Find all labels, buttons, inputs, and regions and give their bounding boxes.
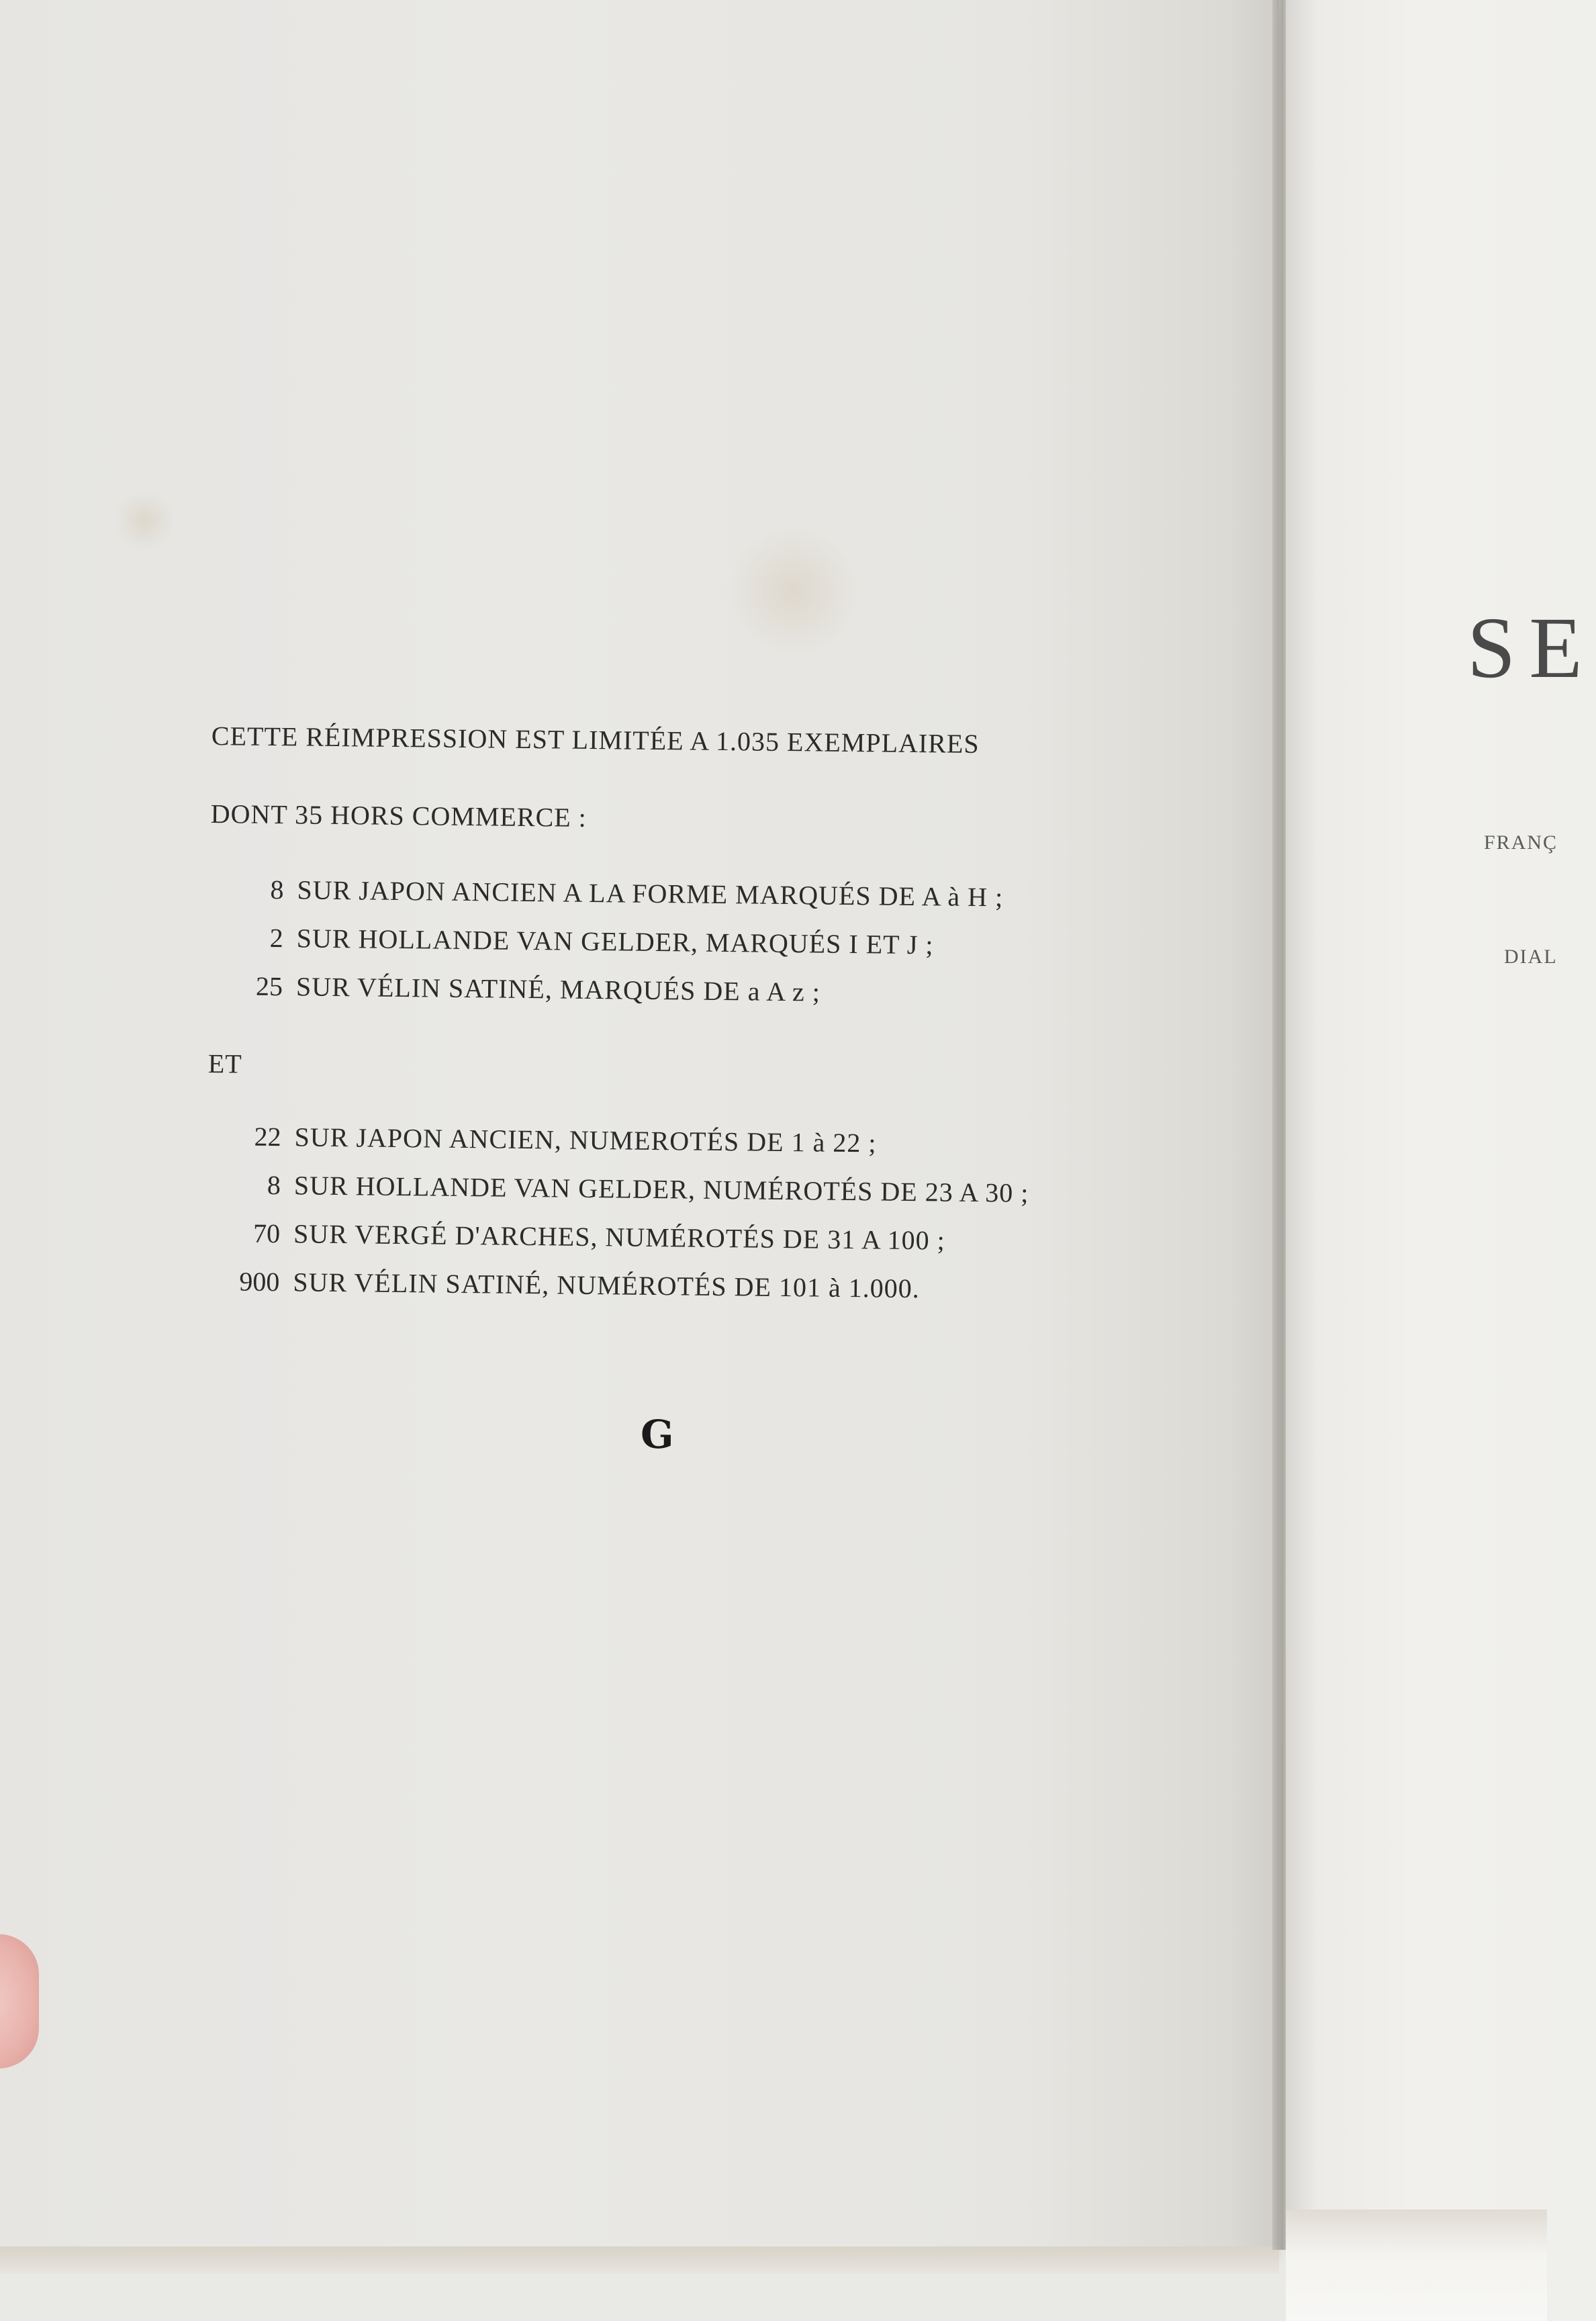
copy-description: SUR HOLLANDE VAN GELDER, NUMÉROTÉS DE 23 A 30 ;: [293, 1170, 1029, 1208]
copy-description: SUR JAPON ANCIEN, NUMEROTÉS DE 1 à 22 ;: [294, 1122, 877, 1158]
right-page-bottom: [1286, 2210, 1547, 2321]
copy-description: SUR VERGÉ D'ARCHES, NUMÉROTÉS DE 31 A 100 ;: [293, 1218, 946, 1256]
copy-count: 70: [252, 1218, 281, 1249]
colophon-heading-line2: DONT 35 HORS COMMERCE :: [210, 799, 588, 833]
copy-count: 2: [269, 922, 284, 954]
copy-count: 22: [254, 1121, 281, 1152]
copy-count: 8: [270, 874, 284, 905]
facing-page-title: SE: [1467, 600, 1596, 696]
copy-count: 900: [239, 1266, 280, 1298]
publisher-mark: G: [640, 1411, 674, 1458]
copy-description: SUR VÉLIN SATINÉ, NUMÉROTÉS DE 101 à 1.000.: [293, 1267, 920, 1304]
colophon-heading-line1: CETTE RÉIMPRESSION EST LIMITÉE A 1.035 EXEMPLAIRES: [211, 721, 980, 760]
copy-count: 25: [255, 970, 283, 1002]
right-page: [1286, 0, 1547, 2216]
copy-count: 8: [267, 1169, 281, 1201]
copy-description: SUR HOLLANDE VAN GELDER, MARQUÉS I ET J ;: [296, 923, 934, 960]
colophon-connector: ET: [207, 1048, 242, 1079]
facing-page-line1: FRANÇ: [1484, 831, 1558, 854]
copy-description: SUR VÉLIN SATINÉ, MARQUÉS DE a A z ;: [295, 971, 821, 1007]
copy-description: SUR JAPON ANCIEN A LA FORME MARQUÉS DE A à H ;: [297, 874, 1004, 913]
facing-page-line2: DIAL: [1504, 946, 1558, 968]
